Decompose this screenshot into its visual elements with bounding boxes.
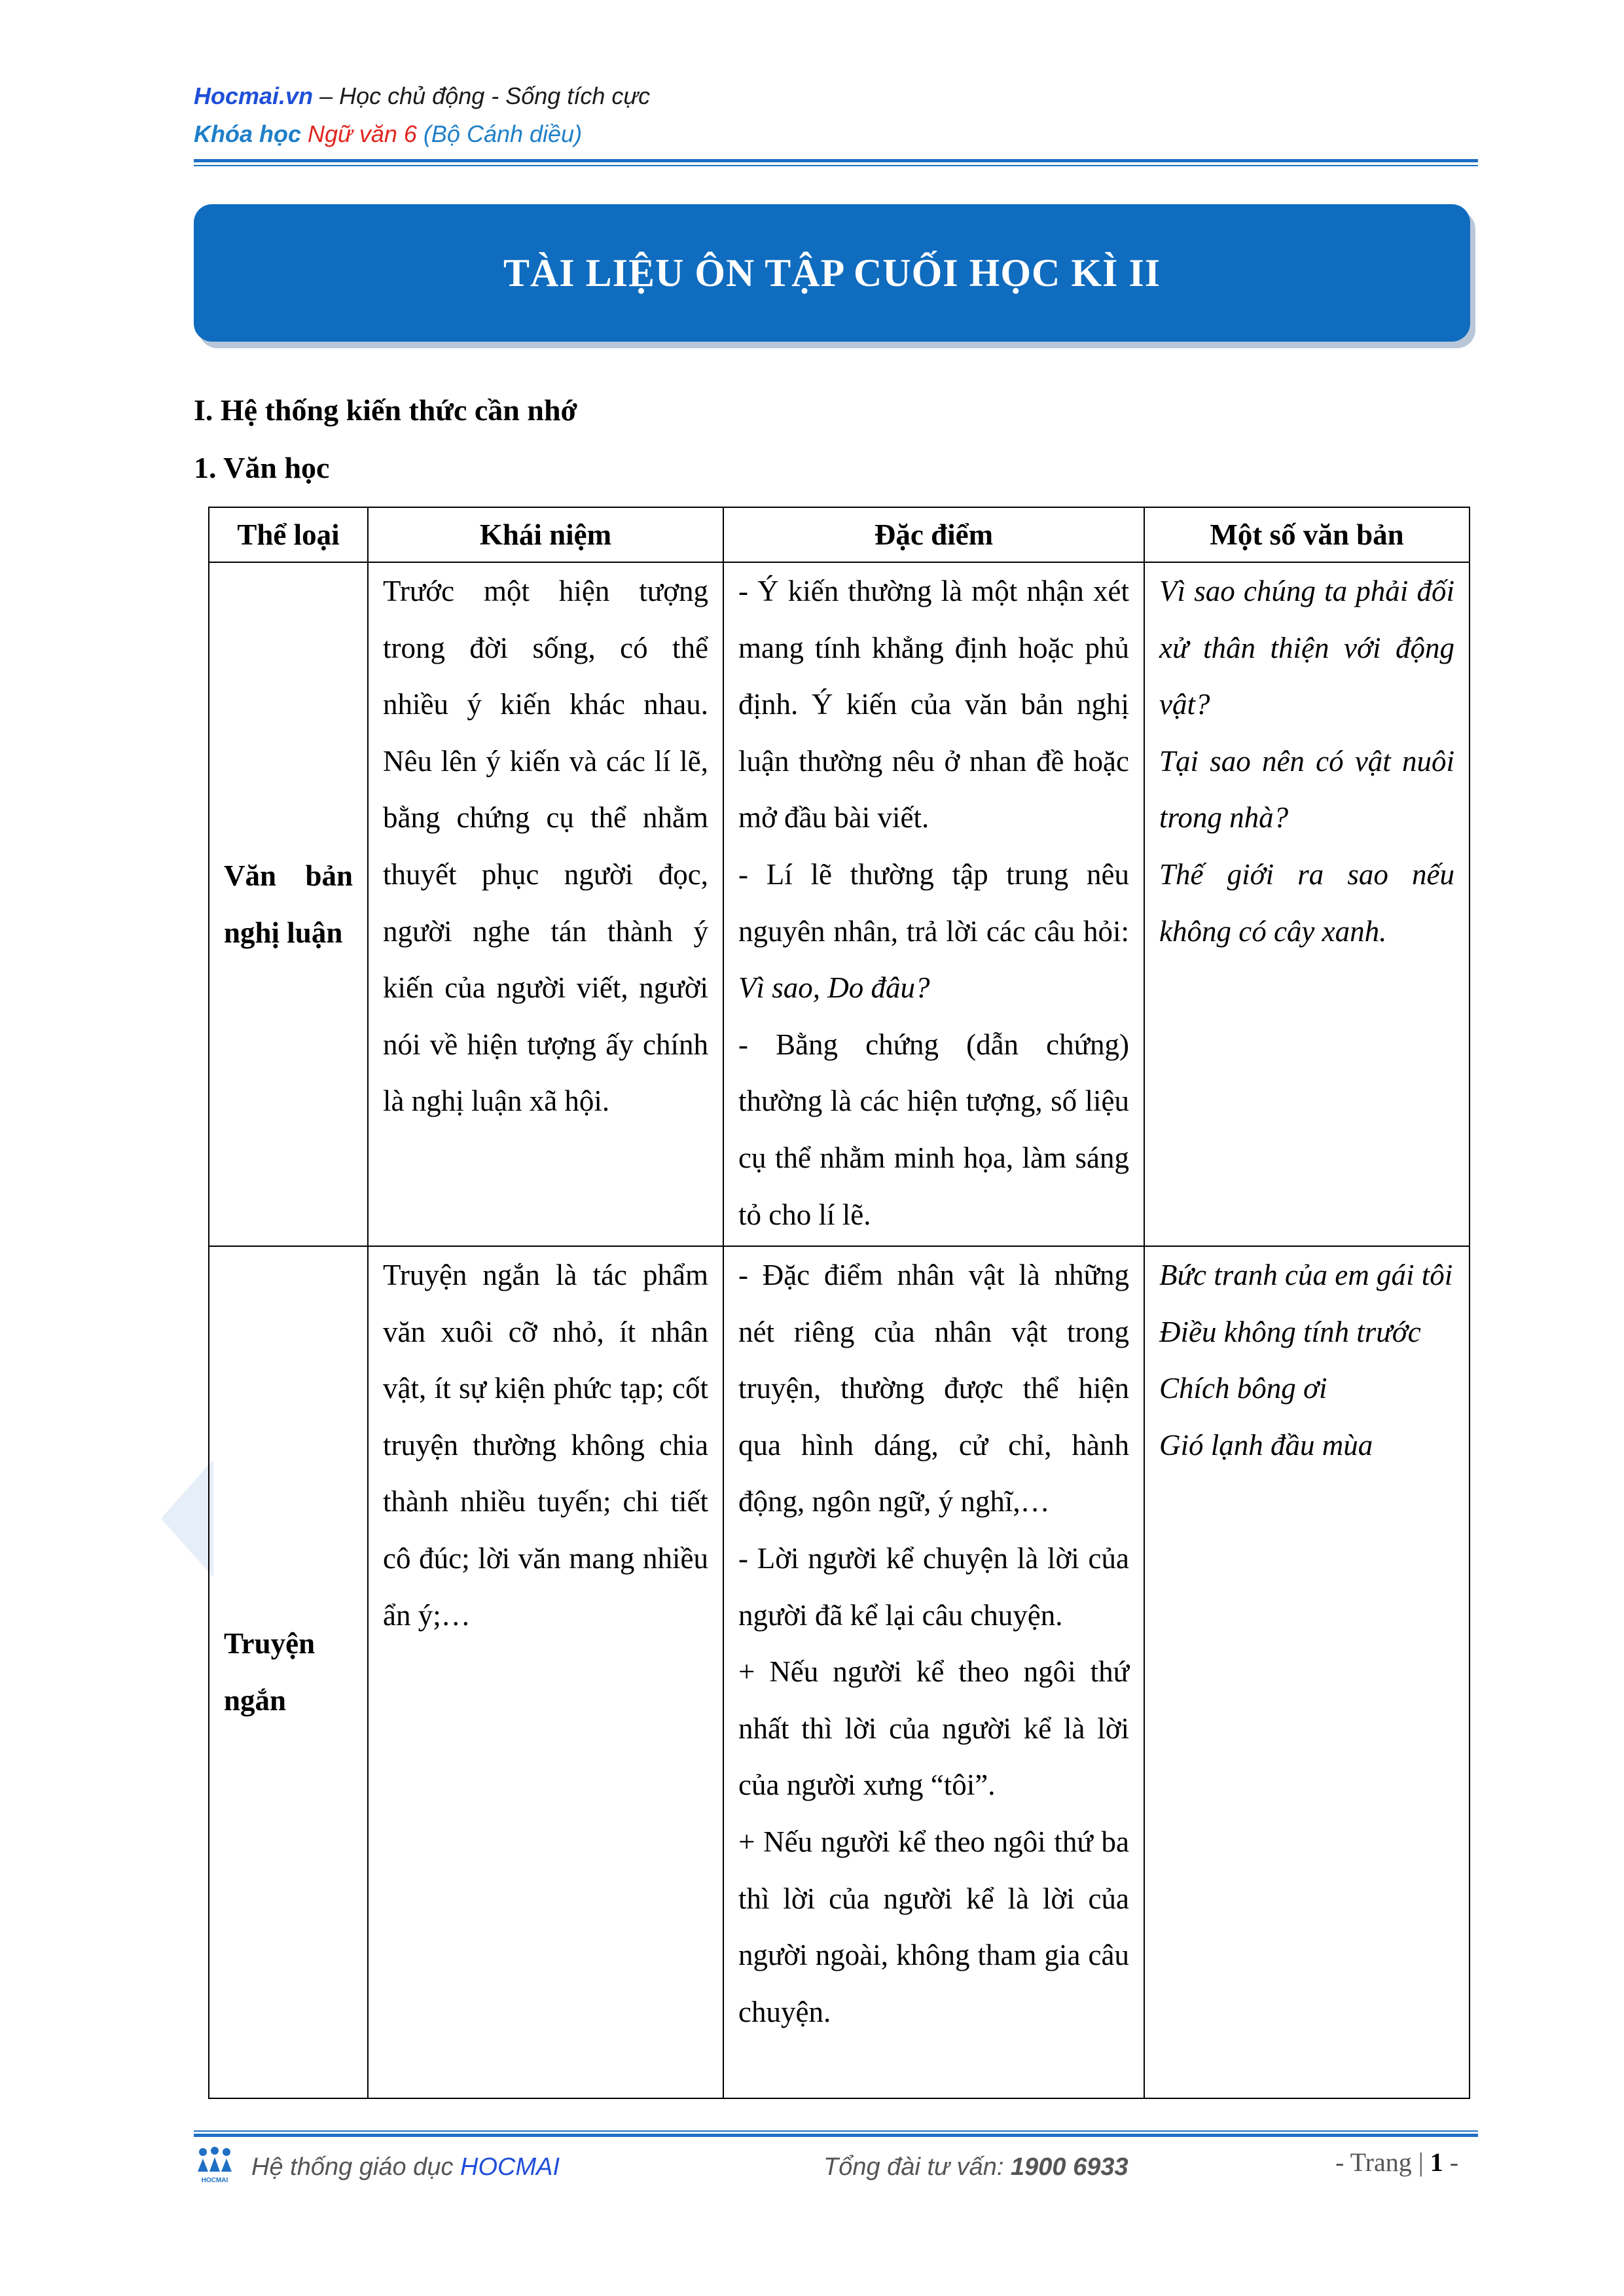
- table-header-row: [209, 507, 1470, 562]
- header-texts: Một số văn bản: [1144, 507, 1470, 562]
- header-line-2: [194, 115, 650, 153]
- text-title: Tại sao nên có vật nuôi trong nhà?: [1159, 744, 1454, 834]
- genre-cell: Văn bản nghị luận: [209, 562, 368, 1246]
- header-genre: Thể loại: [209, 507, 368, 562]
- text-title: Bức tranh của em gái tôi: [1159, 1259, 1453, 1291]
- feature-line: + Nếu người kể theo ngôi thứ nhất thì lời của người kể là lời của người xưng “tôi”.: [738, 1655, 1129, 1802]
- footer-org: [251, 2153, 560, 2181]
- logo-text: HOCMAI: [201, 2177, 228, 2184]
- literature-table: [208, 507, 1470, 2099]
- feature-line: - Lời người kể chuyện là lời của người đã kể lại câu chuyện.: [738, 1541, 1129, 1632]
- features-cell: [723, 1246, 1144, 2098]
- course-subject: Ngữ văn 6: [301, 120, 417, 147]
- concept-cell: Trước một hiện tượng trong đời sống, có thể nhiều ý kiến khác nhau. Nêu lên ý kiến và các lí lẽ, bằng chứng cụ thể nhằm thuyết phục người đọc, người nghe tán thành ý kiến của người viết, người nói về hiện tượng ấy chính là nghị luận xã hội.: [368, 562, 723, 1246]
- header-line-1: [194, 77, 650, 115]
- concept-cell: Truyện ngắn là tác phẩm văn xuôi cỡ nhỏ, ít nhân vật, ít sự kiện phức tạp; cốt truyện thường không chia thành nhiều tuyến; chi tiết cô đúc; lời văn mang nhiều ẩn ý;…: [368, 1246, 723, 2098]
- logo-icon: [194, 2145, 236, 2185]
- decorative-arrow: [161, 1460, 213, 1577]
- section-heading: I. Hệ thống kiến thức cần nhớ: [194, 393, 578, 427]
- text-title: Gió lạnh đầu mùa: [1159, 1428, 1373, 1462]
- table-row: [209, 1246, 1470, 2098]
- header-features: Đặc điểm: [723, 507, 1144, 562]
- hocmai-logo: [194, 2145, 236, 2188]
- footer-hotline-number: 1900 6933: [1011, 2153, 1128, 2181]
- footer-rule-thick: [194, 2134, 1478, 2137]
- page-number: [1335, 2147, 1458, 2178]
- feature-line: - Bằng chứng (dẫn chứng) thường là các hiện tượng, số liệu cụ thể nhằm minh họa, làm sáng tỏ cho lí lẽ.: [738, 1028, 1129, 1231]
- page-header: [194, 77, 650, 153]
- document-title: TÀI LIỆU ÔN TẬP CUỐI HỌC KÌ II: [503, 251, 1161, 295]
- brand-link[interactable]: Hocmai.vn: [194, 82, 314, 109]
- feature-line: - Ý kiến thường là một nhận xét mang tính khẳng định hoặc phủ định. Ý kiến của văn bản nghị luận thường nêu ở nhan đề hoặc mở đầu bài viết.: [738, 575, 1129, 834]
- text-title: Điều không tính trước: [1159, 1315, 1421, 1348]
- text-title: Chích bông ơi: [1159, 1372, 1327, 1405]
- footer-hotline-label: Tổng đài tư vấn:: [823, 2153, 1011, 2181]
- course-series: (Bộ Cánh diều): [416, 120, 583, 147]
- feature-text: - Lí lẽ thường tập trung nêu nguyên nhân, trả lời các câu hỏi:: [738, 857, 1129, 948]
- feature-question: Vì sao, Do đâu?: [738, 971, 930, 1005]
- header-rule-thin: [194, 165, 1478, 166]
- genre-cell: Truyện ngắn: [209, 1246, 368, 2098]
- texts-cell: [1144, 562, 1470, 1246]
- footer-hotline: [823, 2153, 1128, 2181]
- feature-line: [738, 846, 1129, 1016]
- subsection-heading: 1. Văn học: [194, 451, 330, 484]
- title-banner: [194, 204, 1470, 342]
- footer-org-name: HOCMAI: [460, 2153, 560, 2181]
- page-number-value: 1: [1430, 2147, 1443, 2177]
- footer-org-prefix: Hệ thống giáo dục: [251, 2153, 461, 2181]
- course-prefix: Khóa học: [194, 120, 302, 147]
- feature-line: - Đặc điểm nhân vật là những nét riêng của nhân vật trong truyện, thường được thể hiện qua hình dáng, cử chỉ, hành động, ngôn ngữ, ý nghĩ,…: [738, 1259, 1129, 1518]
- text-title: Vì sao chúng ta phải đối xử thân thiện với động vật?: [1159, 575, 1454, 721]
- text-title: Thế giới ra sao nếu không có cây xanh.: [1159, 857, 1454, 948]
- features-cell: [723, 562, 1144, 1246]
- footer-rule-thin: [194, 2130, 1478, 2132]
- feature-line: + Nếu người kể theo ngôi thứ ba thì lời của người kể là lời của người ngoài, không tham gia câu chuyện.: [738, 1825, 1129, 2028]
- header-rule-thick: [194, 159, 1478, 162]
- table-row: [209, 562, 1470, 1246]
- page-suffix: -: [1443, 2147, 1459, 2177]
- slogan: – Học chủ động - Sống tích cực: [313, 82, 651, 109]
- texts-cell: [1144, 1246, 1470, 2098]
- page-label: - Trang |: [1335, 2147, 1430, 2177]
- header-concept: Khái niệm: [368, 507, 723, 562]
